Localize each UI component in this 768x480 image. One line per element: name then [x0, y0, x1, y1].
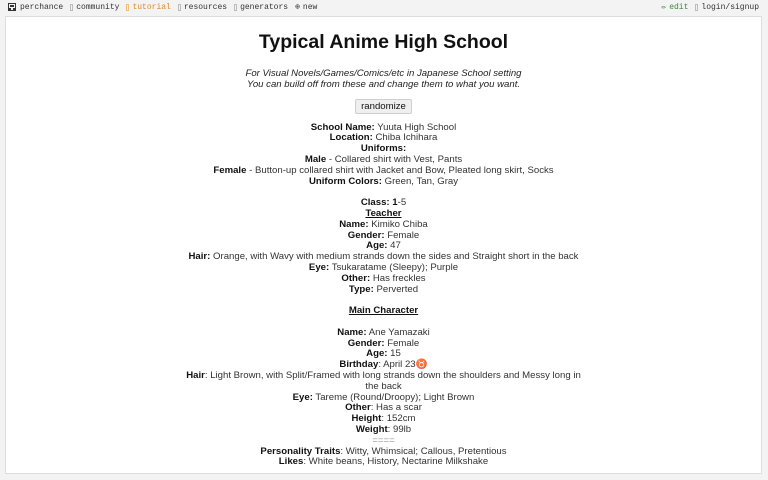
top-nav-bar: [0, 0, 768, 16]
label: Name:: [337, 326, 367, 338]
label: Female: [213, 164, 247, 176]
mc-birthday: : April 23: [378, 359, 416, 371]
label: Height: [351, 413, 382, 425]
label: Age:: [366, 240, 388, 252]
class-grade: 1: [392, 197, 398, 209]
label: Personality Traits: [260, 445, 341, 457]
resources-icon: [178, 4, 181, 11]
page-title: Typical Anime High School: [258, 31, 509, 53]
uniform-colors: Green, Tan, Gray: [384, 175, 459, 187]
teacher-type-row: [6, 285, 761, 296]
teacher-name: Kimiko Chiba: [371, 218, 428, 230]
label: Location:: [329, 132, 373, 144]
class-info: [6, 198, 761, 295]
separator: ====: [372, 434, 395, 446]
mc-age: 15: [390, 348, 401, 360]
teacher-heading: Teacher: [365, 207, 402, 219]
generator-frame: [5, 16, 762, 474]
label: Likes: [278, 456, 304, 468]
label: Other: [345, 402, 371, 414]
label: Hair:: [188, 251, 211, 263]
nav-right: [661, 2, 759, 12]
mc-hair-wrap: [184, 371, 584, 393]
mc-height: : 152cm: [381, 413, 416, 425]
label: Age:: [366, 348, 388, 360]
nav-perchance[interactable]: [8, 3, 63, 12]
mc-weight: : 99lb: [387, 423, 412, 435]
mc-traits: : Witty, Whimsical; Callous, Pretentious: [340, 445, 507, 457]
dice-icon: [8, 3, 16, 11]
label: Male: [304, 153, 327, 165]
plus-circle-icon: ⊕: [295, 3, 300, 12]
label: Eye:: [308, 261, 330, 273]
nav-left: [8, 2, 324, 12]
login-icon: [695, 4, 698, 11]
subtitle-line-2: You can build off from these and change them to what you want.: [246, 78, 521, 90]
female-uniform-row: [6, 166, 761, 177]
nav-edit-label: edit: [669, 2, 689, 12]
teacher-hair: Orange, with Wavy with medium strands down the sides and Straight short in the back: [213, 251, 579, 263]
nav-login-label: login/signup: [701, 2, 759, 12]
nav-resources-label: resources: [183, 2, 228, 12]
label: School Name:: [310, 121, 375, 133]
label: Uniform Colors:: [308, 175, 382, 187]
nav-community[interactable]: [70, 3, 119, 12]
mc-gender: Female: [387, 337, 420, 349]
female-uniform: - Button-up collared shirt with Jacket and Bow, Pleated long skirt, Socks: [246, 164, 554, 176]
label: Birthday: [339, 359, 379, 371]
nav-login[interactable]: [695, 3, 759, 12]
teacher-type: Perverted: [376, 283, 419, 295]
label: Hair: [186, 369, 205, 381]
class-section: -5: [397, 197, 407, 209]
location: Chiba Ichihara: [375, 132, 438, 144]
label: Weight: [355, 423, 388, 435]
label: Class:: [360, 197, 390, 209]
nav-perchance-label: perchance: [20, 2, 64, 12]
mc-eye: Tareme (Round/Droopy); Light Brown: [315, 391, 475, 403]
mc-name: Ane Yamazaki: [368, 326, 430, 338]
teacher-other: Has freckles: [372, 272, 426, 284]
teacher-gender: Female: [387, 229, 420, 241]
nav-generators-label: generators: [240, 2, 289, 12]
male-uniform: - Collared shirt with Vest, Pants: [326, 153, 463, 165]
subtitle-line-1: For Visual Novels/Games/Comics/etc in Japanese School setting: [245, 68, 522, 79]
school-info: [6, 123, 761, 188]
nav-edit[interactable]: [661, 2, 688, 12]
nav-tutorial-label: tutorial: [132, 2, 171, 12]
label: Type:: [348, 283, 374, 295]
label: Name:: [339, 218, 369, 230]
nav-new[interactable]: [295, 2, 317, 12]
tutorial-icon: [126, 4, 129, 11]
mc-hair-row: [184, 371, 584, 393]
nav-new-label: new: [302, 2, 318, 12]
label: Eye:: [292, 391, 313, 403]
subtitle: [6, 69, 761, 91]
mc-hair: : Light Brown, with Split/Framed with long strands down the shoulders and Messy long in the back: [204, 369, 581, 392]
school-name: Yuuta High School: [377, 121, 457, 133]
label: Uniforms:: [360, 143, 407, 155]
taurus-icon: ♉: [415, 359, 428, 371]
uniform-colors-row: [6, 177, 761, 188]
mc-likes: : White beans, History, Nectarine Milkshake: [303, 456, 489, 468]
label: Gender:: [347, 337, 385, 349]
main-character-heading: Main Character: [348, 305, 419, 317]
generator-output: [6, 17, 761, 468]
community-icon: [70, 4, 73, 11]
main-character-info: [6, 306, 761, 468]
teacher-age: 47: [390, 240, 401, 252]
randomize-button[interactable]: randomize: [355, 99, 412, 114]
nav-resources[interactable]: [178, 3, 227, 12]
nav-generators[interactable]: [234, 3, 288, 12]
label: Other:: [341, 272, 371, 284]
mc-likes-row: [6, 457, 761, 468]
mc-other: : Has a scar: [370, 402, 422, 414]
pencil-icon: ✏: [661, 3, 667, 12]
nav-tutorial[interactable]: [126, 3, 170, 12]
label: Gender:: [347, 229, 385, 241]
nav-community-label: community: [76, 2, 120, 12]
generators-icon: [234, 4, 237, 11]
teacher-eye: Tsukaratame (Sleepy); Purple: [331, 261, 459, 273]
